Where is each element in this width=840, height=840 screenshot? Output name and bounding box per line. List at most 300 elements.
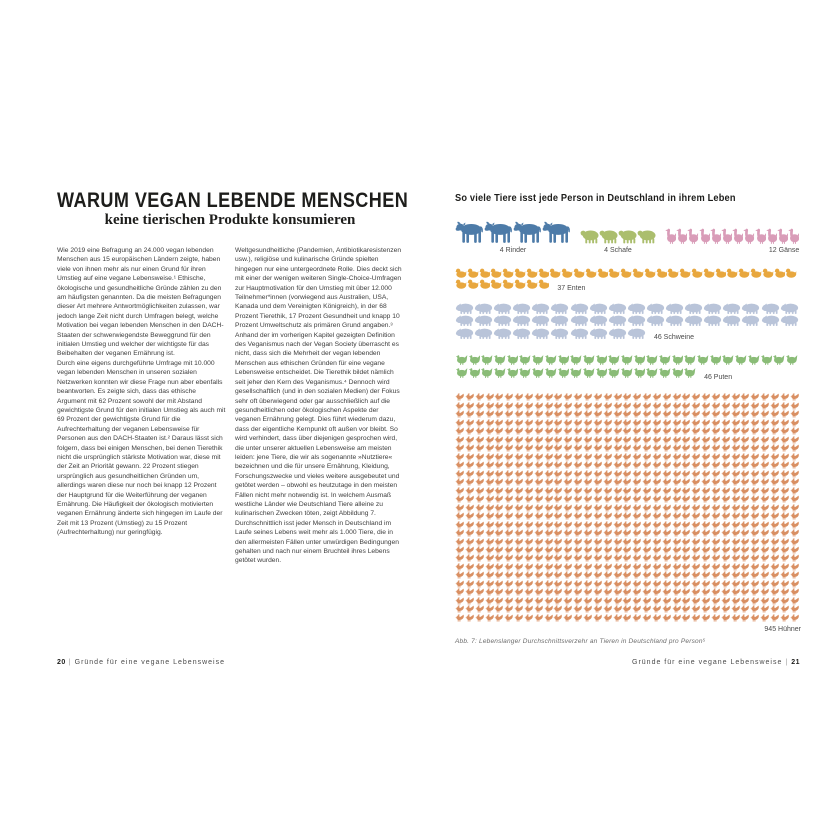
chicken-icon [514,478,524,486]
pig-icon [741,302,760,314]
chicken-icon [603,521,613,529]
chicken-icon [662,461,672,469]
chicken-icon [455,478,465,486]
chicken-icon [632,487,642,495]
chicken-icon [494,504,504,512]
chicken-icon [524,436,534,444]
chart-title: So viele Tiere isst jede Person in Deutschland in ihrem Leben [455,192,736,204]
chicken-icon [721,461,731,469]
chicken-icon [475,444,485,452]
chicken-icon [475,504,485,512]
chicken-icon [740,410,750,418]
chicken-icon [455,512,465,520]
pig-icon [608,302,627,314]
chicken-icon [544,571,554,579]
chicken-icon [593,393,603,401]
chicken-icon [750,554,760,562]
chicken-icon [455,461,465,469]
pictogram-icons-rinder [455,221,571,244]
chicken-icon [691,436,701,444]
chicken-icon [632,563,642,571]
chicken-icon [613,580,623,588]
pictogram-group-schweine [455,302,801,343]
chicken-icon [475,436,485,444]
duck-icon [703,268,715,278]
chicken-icon [652,410,662,418]
chicken-icon [504,512,514,520]
chicken-icon [553,605,563,613]
chicken-icon [622,487,632,495]
chicken-icon [740,436,750,444]
chicken-icon [672,461,682,469]
chicken-icon [465,512,475,520]
chicken-icon [622,470,632,478]
chicken-icon [760,410,770,418]
pictogram-group-huehner [455,393,801,634]
chicken-icon [701,478,711,486]
duck-icon [549,268,561,278]
chicken-icon [721,546,731,554]
chicken-icon [494,521,504,529]
chicken-icon [711,495,721,503]
chicken-icon [524,453,534,461]
chicken-icon [553,470,563,478]
chicken-icon [485,461,495,469]
chicken-icon [593,563,603,571]
chicken-icon [465,554,475,562]
chicken-icon [475,427,485,435]
chicken-icon [711,563,721,571]
chicken-icon [514,427,524,435]
chicken-icon [504,546,514,554]
chicken-icon [504,529,514,537]
duck-icon [774,268,786,278]
chicken-icon [731,571,741,579]
chicken-icon [790,470,800,478]
chicken-icon [465,588,475,596]
chicken-icon [573,580,583,588]
chicken-icon [583,410,593,418]
chicken-icon [475,597,485,605]
chicken-icon [740,427,750,435]
chicken-icon [681,478,691,486]
chicken-icon [553,461,563,469]
chicken-icon [593,410,603,418]
chicken-icon [603,563,613,571]
chicken-icon [583,538,593,546]
chicken-icon [672,444,682,452]
duck-icon [691,268,703,278]
chicken-icon [672,614,682,622]
chicken-icon [514,538,524,546]
chicken-icon [790,478,800,486]
chicken-icon [583,571,593,579]
chicken-icon [475,554,485,562]
chicken-icon [652,529,662,537]
chicken-icon [593,427,603,435]
chicken-icon [770,470,780,478]
chicken-icon [553,588,563,596]
chicken-icon [642,470,652,478]
chicken-icon [632,419,642,427]
chicken-icon [622,571,632,579]
chicken-icon [622,521,632,529]
chicken-icon [681,546,691,554]
paragraph: Durch eine eigens durchgeführte Umfrage mit 10.000 vegan lebenden Menschen in unseren sozialen Netzwerken konnten wir diese Frage nun aber ebenfalls beantworten. Es zeigte sich, dass das ethische Argument mit 62 Prozent sowohl der mit Abstand gewichtigste Grund für den initialen Umstieg als auch mit 69 Prozent der gewichtigste Grund für die Aufrechterhaltung der veganen Lebensweise für Personen aus den DACH-Staaten ist.² Daraus lässt sich folgern, dass bei einigen Menschen, bei denen Tierethik nicht die ursprünglich stärkste Motivation war, diese mit der Zeit an Priorität gewann. 22 Prozent stiegen ursprünglich aus gesundheitlichen Gründen um, allerdings waren diese nur noch bei knapp 12 Prozent der Hauptgrund für die Weiterführung der veganen Ernährung. Die Häufigkeit der ökologisch motivierten veganen Ernährung änderte sich hingegen im Laufe der Zeit mit 13 Prozent (Umstieg) zu 15 Prozent (Aufrechterhaltung) nur geringfügig. [57,359,226,537]
chicken-icon [760,504,770,512]
chicken-icon [780,597,790,605]
chicken-icon [770,554,780,562]
chicken-icon [632,478,642,486]
chicken-icon [465,487,475,495]
chicken-icon [544,512,554,520]
chicken-icon [662,470,672,478]
chicken-icon [780,427,790,435]
cow-icon [455,221,484,244]
chicken-icon [701,588,711,596]
chicken-icon [485,529,495,537]
chicken-icon [613,588,623,596]
chicken-icon [790,580,800,588]
chicken-icon [524,487,534,495]
turkey-icon [506,354,519,365]
chicken-icon [780,614,790,622]
chicken-icon [652,512,662,520]
chicken-icon [780,605,790,613]
chicken-icon [770,487,780,495]
chicken-icon [504,588,514,596]
chicken-icon [701,504,711,512]
chicken-icon [534,563,544,571]
chicken-icon [622,402,632,410]
chicken-icon [514,529,524,537]
chicken-icon [652,521,662,529]
chicken-icon [672,402,682,410]
chicken-icon [780,393,790,401]
duck-icon [455,279,467,289]
chicken-icon [593,580,603,588]
turkey-icon [582,354,595,365]
chicken-icon [563,487,573,495]
chicken-icon [790,512,800,520]
chicken-icon [740,419,750,427]
chicken-icon [504,554,514,562]
duck-icon [738,268,750,278]
chicken-icon [780,461,790,469]
chicken-icon [504,571,514,579]
chicken-icon [534,588,544,596]
chicken-icon [494,461,504,469]
chicken-icon [534,521,544,529]
chicken-icon [465,402,475,410]
chicken-icon [681,554,691,562]
chicken-icon [485,605,495,613]
chicken-icon [721,393,731,401]
goose-icon [766,227,777,244]
pig-icon [780,314,799,326]
chicken-icon [750,444,760,452]
chicken-icon [524,605,534,613]
chicken-icon [485,444,495,452]
chicken-icon [485,504,495,512]
chicken-icon [524,521,534,529]
chicken-icon [514,487,524,495]
chicken-icon [603,402,613,410]
chicken-icon [573,402,583,410]
pig-icon [627,327,646,339]
chicken-icon [642,554,652,562]
chicken-icon [681,597,691,605]
chicken-icon [632,461,642,469]
chicken-icon [691,495,701,503]
chicken-icon [583,495,593,503]
chicken-icon [563,614,573,622]
chicken-icon [672,554,682,562]
turkey-icon [493,367,506,378]
turkey-icon [569,354,582,365]
chicken-icon [701,427,711,435]
pig-icon [646,314,665,326]
chicken-icon [672,538,682,546]
chicken-icon [563,410,573,418]
chicken-icon [681,453,691,461]
chicken-icon [534,504,544,512]
chicken-icon [534,487,544,495]
chicken-icon [603,571,613,579]
chicken-icon [681,571,691,579]
chicken-icon [583,393,593,401]
chicken-icon [770,546,780,554]
chicken-icon [455,410,465,418]
chicken-icon [563,427,573,435]
chicken-icon [622,436,632,444]
pig-icon [512,327,531,339]
sheep-icon [580,229,599,244]
chicken-icon [662,478,672,486]
chicken-icon [514,614,524,622]
chicken-icon [731,478,741,486]
chicken-icon [691,478,701,486]
pictogram-label-huehner: 945 Hühner [764,626,801,634]
chicken-icon [681,521,691,529]
chicken-icon [563,571,573,579]
chicken-icon [750,419,760,427]
chicken-icon [760,461,770,469]
chicken-icon [544,410,554,418]
chicken-icon [642,538,652,546]
chicken-icon [553,419,563,427]
chicken-icon [731,470,741,478]
duck-icon [467,279,479,289]
chicken-icon [790,444,800,452]
chicken-icon [770,563,780,571]
duck-icon [632,268,644,278]
chicken-icon [563,529,573,537]
chicken-icon [731,504,741,512]
chicken-icon [514,512,524,520]
chicken-icon [652,546,662,554]
chicken-icon [622,504,632,512]
chicken-icon [691,393,701,401]
chicken-icon [790,554,800,562]
chicken-icon [711,419,721,427]
chicken-icon [455,521,465,529]
duck-icon [585,268,597,278]
chicken-icon [672,588,682,596]
chicken-icon [622,563,632,571]
chicken-icon [534,470,544,478]
chicken-icon [485,410,495,418]
chicken-icon [485,588,495,596]
chicken-icon [455,538,465,546]
chicken-icon [583,419,593,427]
chicken-icon [750,563,760,571]
chicken-icon [750,427,760,435]
chicken-icon [662,410,672,418]
chicken-icon [494,529,504,537]
chicken-icon [691,529,701,537]
chicken-icon [514,563,524,571]
chicken-icon [760,495,770,503]
chicken-icon [583,605,593,613]
goose-icon [676,227,687,244]
chicken-icon [672,436,682,444]
chicken-icon [662,521,672,529]
chicken-icon [583,529,593,537]
chicken-icon [544,453,554,461]
chicken-icon [770,571,780,579]
chicken-icon [603,529,613,537]
chicken-icon [760,436,770,444]
chicken-icon [504,597,514,605]
chicken-icon [731,444,741,452]
chicken-icon [573,453,583,461]
chicken-icon [544,529,554,537]
chicken-icon [681,402,691,410]
chicken-icon [583,487,593,495]
chicken-icon [514,521,524,529]
chicken-icon [701,453,711,461]
chicken-icon [494,495,504,503]
duck-icon [750,268,762,278]
pig-icon [761,302,780,314]
chicken-icon [790,419,800,427]
chicken-icon [632,410,642,418]
chicken-icon [504,393,514,401]
chicken-icon [563,436,573,444]
chicken-icon [534,512,544,520]
chicken-icon [652,427,662,435]
chicken-icon [711,588,721,596]
pig-icon [493,314,512,326]
chicken-icon [514,419,524,427]
chicken-icon [770,588,780,596]
chicken-icon [485,453,495,461]
chicken-icon [662,444,672,452]
chicken-icon [632,554,642,562]
chicken-icon [534,546,544,554]
chicken-icon [553,504,563,512]
turkey-icon [607,354,620,365]
turkey-icon [582,367,595,378]
chicken-icon [475,580,485,588]
chicken-icon [681,495,691,503]
chicken-icon [455,546,465,554]
chicken-icon [613,444,623,452]
chicken-icon [583,614,593,622]
turkey-icon [506,367,519,378]
chicken-icon [681,529,691,537]
chicken-icon [544,554,554,562]
chicken-icon [455,554,465,562]
chicken-icon [691,419,701,427]
turkey-icon [633,367,646,378]
chicken-icon [681,605,691,613]
chicken-icon [534,571,544,579]
chicken-icon [652,563,662,571]
chicken-icon [465,410,475,418]
pig-icon [761,314,780,326]
chicken-icon [465,538,475,546]
chicken-icon [504,614,514,622]
chicken-icon [553,393,563,401]
paragraph: Weltgesundheitliche (Pandemien, Antibiotikaresistenzen usw.), religiöse und kulinarische Gründe spielten hingegen nur eine untergeordnete Rolle. Dies deckt sich mit einer der wenigen weiteren Single-Choice-Umfragen zur Hauptmotivation für den Umstieg mit über 12.000 Teilnehmer*innen (vorwiegend aus Australien, USA, Kanada und dem Vereinigten Königreich), in der 68 Prozent Tierethik, 17 Prozent Gesundheit und knapp 10 Prozent Umweltschutz als primären Grund angaben.³ Anhand der im vorherigen Kapitel gezeigten Definition des Veganismus nach der Vegan Society überrascht es nicht, dass sich die Mehrheit der vegan lebenden Menschen aus ethischen Gründen für eine vegane Lebensweise entscheidet. Die Tierethik bildet nämlich seit jeher den Kern des Veganismus.⁴ Dennoch wird gesellschaftlich (und in den sozialen Medien) der Fokus sehr oft überwiegend oder gar ausschließlich auf die gesundheitlichen oder ökologischen Aspekte der veganen Ernährung gelegt. Dies führt wiederum dazu, dass der eigentliche Kernpunkt oft außen vor bleibt. So wird verhindert, dass über diejenigen gesprochen wird, die unter unserer aktuellen Lebensweise am meisten leiden: jene Tiere, die wir als sogenannte »Nutztiere« bezeichnen und die für unsere Ernährung, Kleidung, Forschungszwecke und vieles weitere ausgebeutet und getötet werden – obwohl es heutzutage in den meisten Fällen nicht mehr notwendig ist. In welchem Ausmaß westliche Länder wie Deutschland Tiere alleine zu kulinarischen Zwecken töten, zeigt Abbildung 7. Durchschnittlich isst jeder Mensch in Deutschland im Laufe seines Lebens weit mehr als 1.000 Tiere, die in den allermeisten Fällen unter unwürdigen Bedingungen gehalten und nach nur einem Bruchteil ihres Lebens getötet wurden. [235,247,402,565]
chicken-icon [770,605,780,613]
chicken-icon [494,444,504,452]
chicken-icon [573,487,583,495]
chicken-icon [760,419,770,427]
turkey-icon [544,367,557,378]
chicken-icon [583,461,593,469]
chicken-icon [544,546,554,554]
duck-icon [785,268,797,278]
paragraph: Wie 2019 eine Befragung an 24.000 vegan lebenden Menschen aus 15 europäischen Ländern zeigte, haben viele von ihnen mehr als nur einen Grund für ihren Umstieg auf eine vegane Lebensweise.¹ Ethische, ökologische und gesundheitliche Gründe zählen zu den am häufigsten genannten. Da die meisten Befragungen dieser Art mehrere Antwortmöglichkeiten zulassen, war jedoch lange Zeit nicht durch Umfragen belegt, welche Motivation bei vegan lebenden Menschen in den DACH-Staaten der schwerwiegendste Beweggrund für den initialen Umstieg und welcher der wichtigste für das Beibehalten der veganen Ernährung ist. [57,247,224,358]
footer-separator: | [785,659,789,666]
chicken-icon [632,495,642,503]
chicken-icon [681,512,691,520]
chicken-icon [455,605,465,613]
pig-icon [627,314,646,326]
chicken-icon [652,436,662,444]
chicken-icon [544,580,554,588]
chicken-icon [681,393,691,401]
chicken-icon [642,419,652,427]
pig-icon [589,327,608,339]
chicken-icon [780,478,790,486]
pig-icon [703,314,722,326]
chicken-icon [475,487,485,495]
chicken-icon [721,410,731,418]
turkey-icon [645,367,658,378]
chicken-icon [485,478,495,486]
chicken-icon [534,402,544,410]
chicken-icon [485,393,495,401]
chicken-icon [534,580,544,588]
chicken-icon [632,393,642,401]
chicken-icon [642,597,652,605]
chicken-icon [750,402,760,410]
chicken-icon [455,588,465,596]
chicken-icon [613,538,623,546]
chicken-icon [790,529,800,537]
chicken-icon [494,563,504,571]
chicken-icon [573,427,583,435]
chicken-icon [740,521,750,529]
chicken-icon [524,478,534,486]
turkey-icon [544,354,557,365]
chicken-icon [701,410,711,418]
chicken-icon [642,453,652,461]
